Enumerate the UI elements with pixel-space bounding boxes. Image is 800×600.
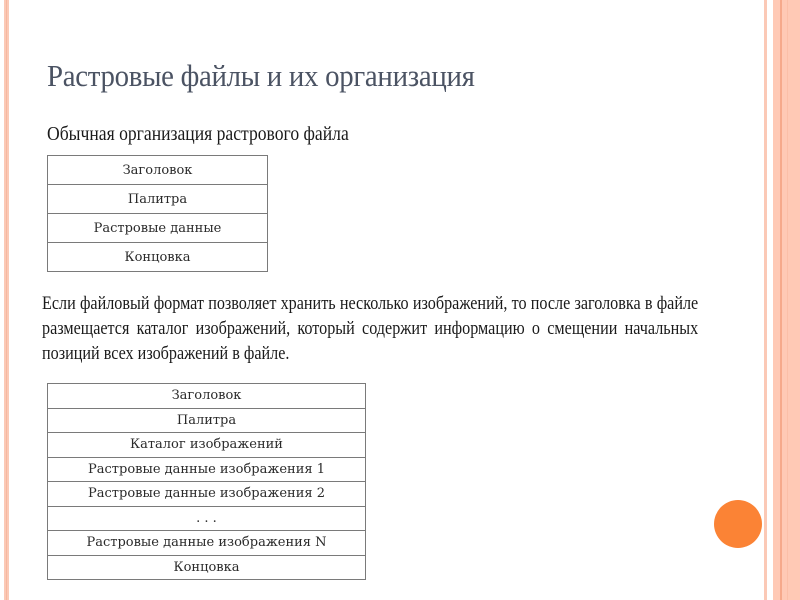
right-border-line-secondary xyxy=(787,0,788,600)
table-row xyxy=(48,433,366,458)
table-row xyxy=(48,408,366,433)
table-cell: Концовка xyxy=(48,243,268,272)
table-cell: Растровые данные изображения 2 xyxy=(48,482,366,507)
table-cell: Концовка xyxy=(48,555,366,580)
table-cell: Заголовок xyxy=(48,156,268,185)
table-row xyxy=(48,482,366,507)
table-row xyxy=(48,457,366,482)
description-paragraph: Если файловый формат позволяет хранить несколько изображений, то после заголовка в файле размещается каталог изображений, который содержит информацию о смещении начальных позиций всех изображений в файле. xyxy=(42,293,699,364)
table-row xyxy=(48,214,268,243)
left-border-line xyxy=(6,0,7,600)
right-border-thin-stripe xyxy=(764,0,767,600)
table-cell: Растровые данные изображения N xyxy=(48,531,366,556)
table-row xyxy=(48,185,268,214)
slide-title: Растровые файлы и их организация xyxy=(47,58,475,93)
table-cell: Растровые данные изображения 1 xyxy=(48,457,366,482)
table-row xyxy=(48,506,366,531)
table-cell: Растровые данные xyxy=(48,214,268,243)
multi-image-file-structure-table xyxy=(47,383,366,580)
table-row xyxy=(48,156,268,185)
decorative-orange-circle xyxy=(714,500,762,548)
table-cell: . . . xyxy=(48,506,366,531)
simple-file-structure-table xyxy=(47,155,268,272)
table-row xyxy=(48,243,268,272)
table-cell: Палитра xyxy=(48,408,366,433)
table-cell: Заголовок xyxy=(48,384,366,409)
right-border-line xyxy=(780,0,782,600)
slide-subtitle: Обычная организация растрового файла xyxy=(47,123,349,145)
table-cell: Каталог изображений xyxy=(48,433,366,458)
table-row xyxy=(48,384,366,409)
table-row xyxy=(48,555,366,580)
table-cell: Палитра xyxy=(48,185,268,214)
table-row xyxy=(48,531,366,556)
